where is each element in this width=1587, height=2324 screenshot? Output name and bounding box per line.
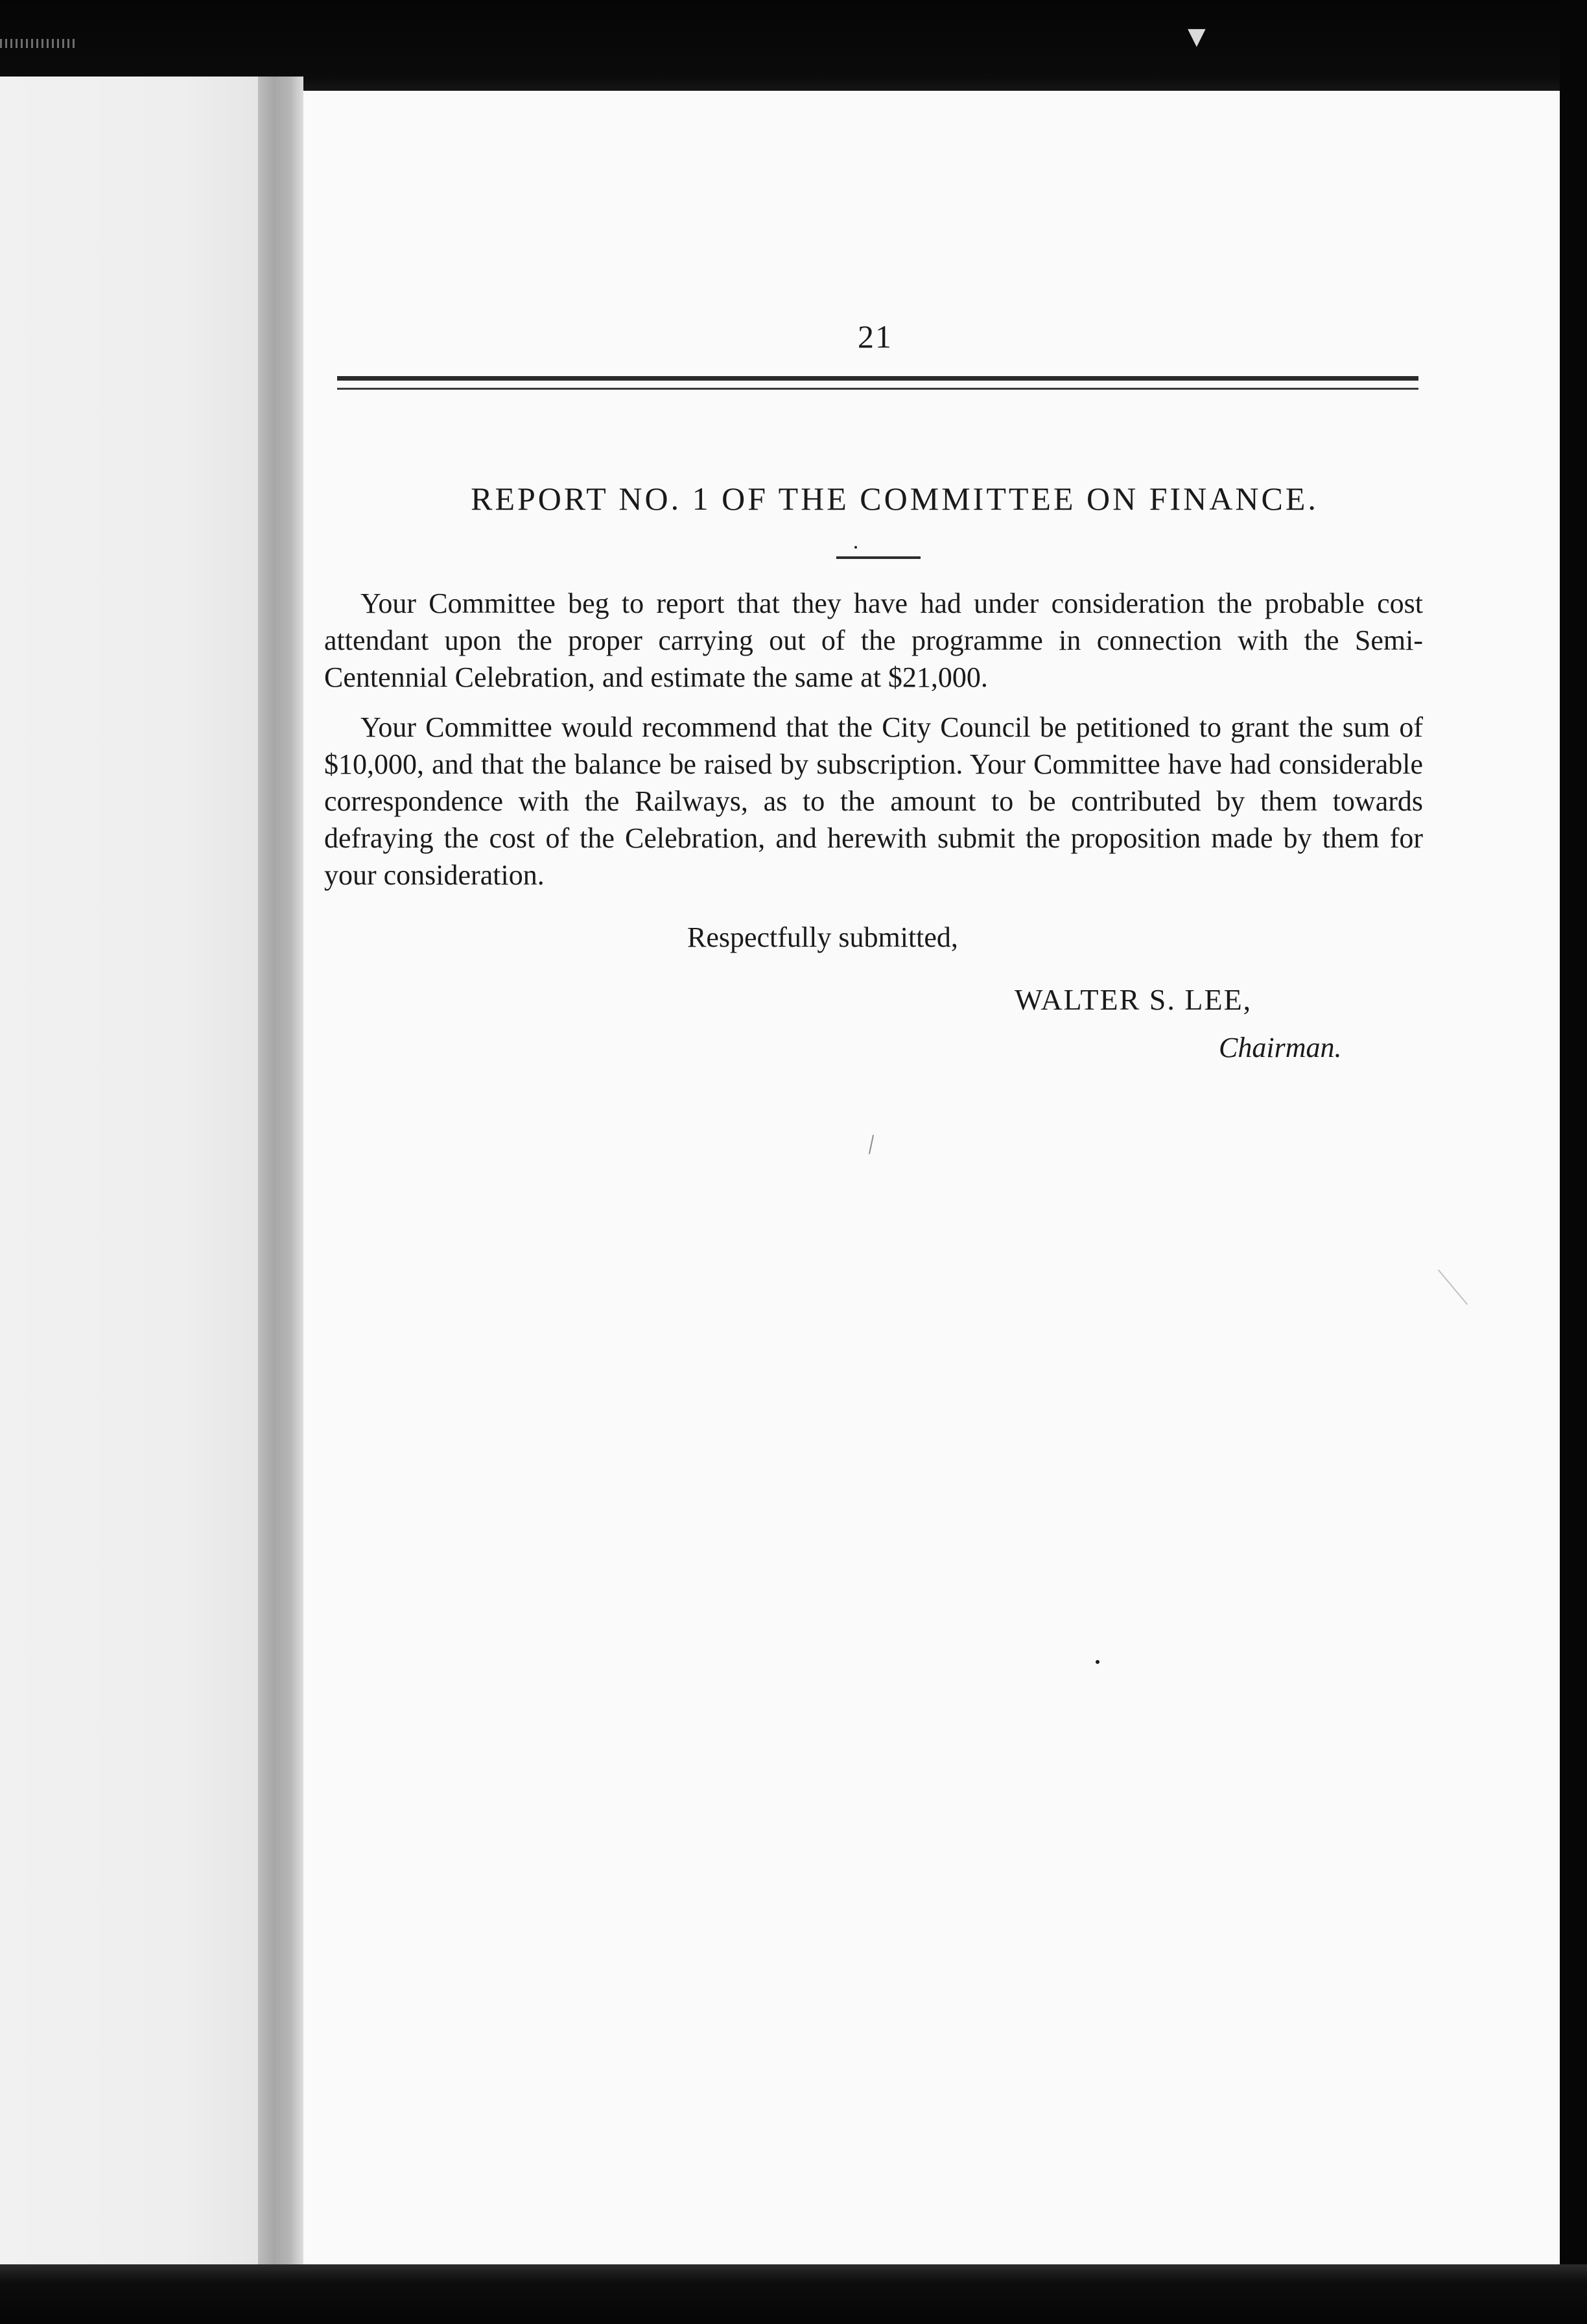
scan-speck [1096,1660,1099,1664]
printed-page [303,91,1560,2264]
report-paragraph: Your Committee beg to report that they have had under consideration the probable cost attendant upon the proper carrying out of the programme in connection with the Semi-Centennial Celebration, and estimate the same at $21,000. [324,587,1423,693]
signer-name: WALTER S. LEE, [1015,983,1252,1016]
scan-bottom-border [0,2264,1587,2324]
scan-speck [854,546,857,549]
left-facing-page [0,77,258,2268]
scan-arrow-mark: ▼ [1188,23,1206,50]
binding-gutter [258,77,303,2268]
header-rule-thick [337,376,1418,381]
scan-right-border [1560,0,1587,2324]
report-paragraph: Your Committee would recommend that the City Council be petitioned to grant the sum of $10,000, and that the balance be raised by subscription. Your Committee have had considerable correspondence with the Railways, as to the amount to be contributed by them towards defraying the cost of the Celebration, and herewith submit the proposition made by them for your consideration. [324,711,1423,891]
header-rule-thin [337,388,1418,390]
scan-noise [0,39,78,48]
report-title: REPORT NO. 1 OF THE COMMITTEE ON FINANCE. [471,480,1319,517]
title-divider [836,556,921,559]
report-body [324,585,1423,907]
closing-line: Respectfully submitted, [687,921,958,953]
page-number: 21 [858,318,893,355]
signer-title: Chairman. [1219,1032,1342,1063]
